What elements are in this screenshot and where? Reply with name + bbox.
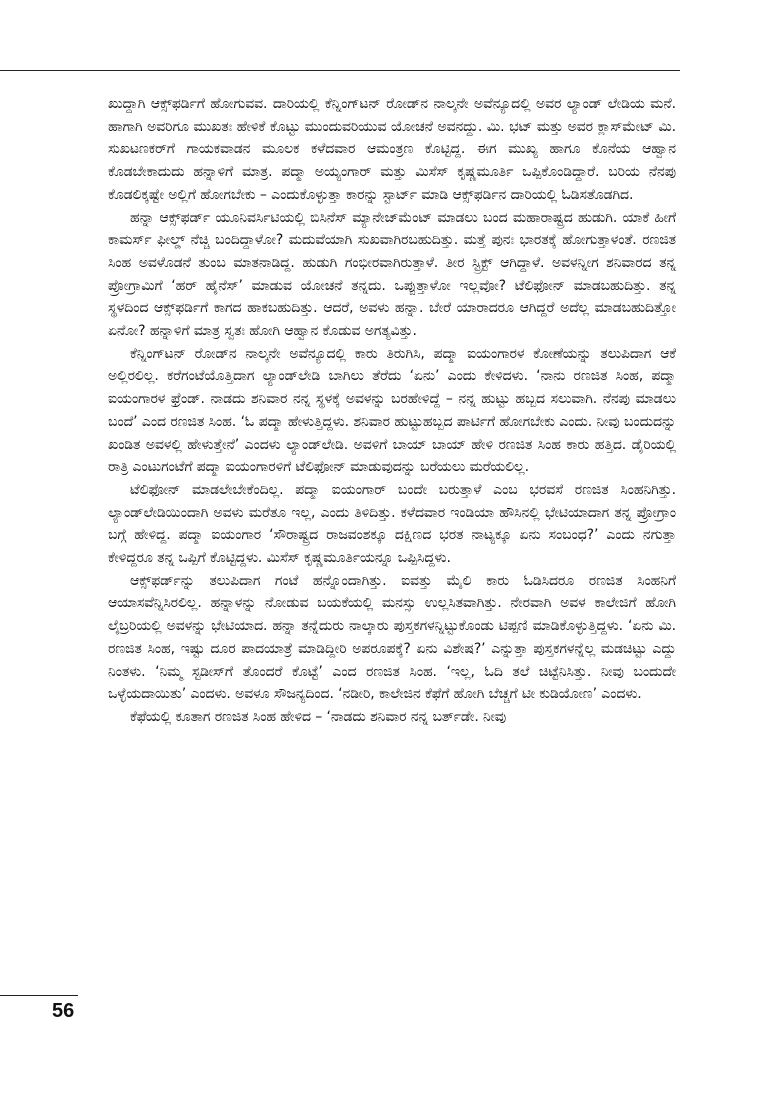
paragraph-2: ಹನ್ನಾ ಆಕ್ಸ್‌ಫರ್ಡ್ ಯೂನಿವರ್ಸಿಟಿಯಲ್ಲಿ ಬಿಸಿನೆಸ್ ಮ್ಯಾನೇಜ್‌ಮೆಂಟ್ ಮಾಡಲು ಬಂದ ಮಹಾರಾಷ್ಟ್ರದ ಹುಡುಗಿ. ಯಾಕೆ ಹೀಗೆ ಕಾಮರ್ಸ್ ಫೀಲ್ಡ್ ನೆಚ್ಚಿ ಬಂದಿದ್ದಾಳೋ? ಮದುವೆಯಾಗಿ ಸುಖವಾಗಿರಬಹುದಿತ್ತು. ಮತ್ತೆ ಪುನಃ ಭಾರತಕ್ಕೆ ಹೋಗುತ್ತಾಳಂತೆ. ರಣಜಿತ ಸಿಂಹ ಅವಳೊಡನೆ ತುಂಬ ಮಾತನಾಡಿದ್ದ. ಹುಡುಗಿ ಗಂಭೀರವಾಗಿರುತ್ತಾಳೆ. ತೀರ ಸ್ಟ್ರಿಕ್ಟ್ ಆಗಿದ್ದಾಳೆ. ಅವಳನ್ನೀಗ ಶನಿವಾರದ ತನ್ನ ಪ್ರೋಗ್ರಾಮಿಗೆ ‘ಹರ್ ಹೈನೆಸ್’ ಮಾಡುವ ಯೋಚನೆ ತನ್ನದು. ಒಪ್ಪುತ್ತಾಳೋ ಇಲ್ಲವೋ? ಟೆಲಿಫೋನ್ ಮಾಡಬಹುದಿತ್ತು. ತನ್ನ ಸ್ಥಳದಿಂದ ಆಕ್ಸ್‌ಫರ್ಡಿಗೆ ಕಾಗದ ಹಾಕಬಹುದಿತ್ತು. ಆದರೆ, ಅವಳು ಹನ್ನಾ. ಬೇರೆ ಯಾರಾದರೂ ಆಗಿದ್ದರೆ ಅದೆಲ್ಲ ಮಾಡಬಹುದಿತ್ತೋ ಏನೋ? ಹನ್ನಾಳಿಗೆ ಮಾತ್ರ ಸ್ವತಃ ಹೋಗಿ ಆಹ್ವಾನ ಕೊಡುವ ಅಗತ್ಯವಿತ್ತು. — [108, 209, 676, 340]
paragraph-5: ಆಕ್ಸ್‌ಫರ್ಡ್‌ನ್ನು ತಲುಪಿದಾಗ ಗಂಟೆ ಹನ್ನೊಂದಾಗಿತ್ತು. ಐವತ್ತು ಮೈಲಿ ಕಾರು ಓಡಿಸಿದರೂ ರಣಜಿತ ಸಿಂಹನಿಗೆ ಆಯಾಸವೆನ್ನಿಸಿರಲಿಲ್ಲ. ಹನ್ನಾಳನ್ನು ನೋಡುವ ಬಯಕೆಯಲ್ಲಿ ಮನಸ್ಸು ಉಲ್ಲಸಿತವಾಗಿತ್ತು. ನೇರವಾಗಿ ಅವಳ ಕಾಲೇಜಿಗೆ ಹೋಗಿ ಲೈಬ್ರರಿಯಲ್ಲಿ ಅವಳನ್ನು ಭೇಟಿಯಾದ. ಹನ್ನಾ ತನ್ನೆದುರು ನಾಲ್ಕಾರು ಪುಸ್ತಕಗಳನ್ನಿಟ್ಟುಕೊಂಡು ಟಿಪ್ಪಣಿ ಮಾಡಿಕೊಳ್ಳುತ್ತಿದ್ದಳು. ‘ಏನು ಮಿ. ರಣಜಿತ ಸಿಂಹ, ಇಷ್ಟು ದೂರ ಪಾದಯಾತ್ರೆ ಮಾಡಿದ್ದೀರಿ ಅಪರೂಪಕ್ಕೆ? ಏನು ವಿಶೇಷ?’ ಎನ್ನುತ್ತಾ ಪುಸ್ತಕಗಳನ್ನೆಲ್ಲ ಮಡಚಿಟ್ಟು ಎದ್ದು ನಿಂತಳು. ‘ನಿಮ್ಮ ಸ್ಟಡೀಸ್‌ಗೆ ತೊಂದರೆ ಕೊಟ್ಟೆ’ ಎಂದ ರಣಜಿತ ಸಿಂಹ. ‘ಇಲ್ಲ, ಓದಿ ತಲೆ ಚಿಟ್ಟೆನಿಸಿತ್ತು. ನೀವು ಬಂದುದೇ ಒಳ್ಳೆಯದಾಯಿತು’ ಎಂದಳು. ಅವಳೂ ಸೌಜನ್ಯದಿಂದ. ‘ನಡೀರಿ, ಕಾಲೇಜಿನ ಕೆಫೆಗೆ ಹೋಗಿ ಬೆಚ್ಚಗೆ ಟೀ ಕುಡಿಯೋಣ’ ಎಂದಳು. — [108, 572, 676, 703]
top-rule — [0, 70, 680, 71]
text-body — [108, 93, 676, 729]
paragraph-6: ಕೆಫೆಯಲ್ಲಿ ಕೂತಾಗ ರಣಜಿತ ಸಿಂಹ ಹೇಳಿದ – ‘ನಾಡದು ಶನಿವಾರ ನನ್ನ ಬರ್ತ್‌ಡೇ. ನೀವು — [130, 708, 507, 725]
paragraph-3: ಕೆನ್ನಿಂಗ್‌ಟನ್ ರೋಡ್‌ನ ನಾಲ್ಕನೇ ಅವೆನ್ಯೂದಲ್ಲಿ ಕಾರು ತಿರುಗಿಸಿ, ಪದ್ಮಾ ಐಯಂಗಾರಳ ಕೋಣೆಯನ್ನು ತಲುಪಿದಾಗ ಆಕೆ ಅಲ್ಲಿರಲಿಲ್ಲ. ಕರೆಗಂಟೆಯೊತ್ತಿದಾಗ ಲ್ಯಾಂಡ್‌ಲೇಡಿ ಬಾಗಿಲು ತೆರೆದು ‘ಏನು’ ಎಂದು ಕೇಳಿದಳು. ‘ನಾನು ರಣಜಿತ ಸಿಂಹ, ಪದ್ಮಾ ಐಯಂಗಾರಳ ಫ್ರೆಂಡ್. ನಾಡದು ಶನಿವಾರ ನನ್ನ ಸ್ಥಳಕ್ಕೆ ಅವಳನ್ನು ಬರಹೇಳಿದ್ದೆ – ನನ್ನ ಹುಟ್ಟು ಹಬ್ಬದ ಸಲುವಾಗಿ. ನೆನಪು ಮಾಡಲು ಬಂದೆ’ ಎಂದ ರಣಜಿತ ಸಿಂಹ. ‘ಓ ಪದ್ಮಾ ಹೇಳುತ್ತಿದ್ದಳು. ಶನಿವಾರ ಹುಟ್ಟುಹಬ್ಬದ ಪಾರ್ಟಿಗೆ ಹೋಗಬೇಕು ಎಂದು. ನೀವು ಬಂದುದನ್ನು ಖಂಡಿತ ಅವಳಲ್ಲಿ ಹೇಳುತ್ತೇನೆ’ ಎಂದಳು ಲ್ಯಾಂಡ್‌ಲೇಡಿ. ಅವಳಿಗೆ ಬಾಯ್ ಬಾಯ್ ಹೇಳಿ ರಣಜಿತ ಸಿಂಹ ಕಾರು ಹತ್ತಿದ. ಡೈರಿಯಲ್ಲಿ ರಾತ್ರಿ ಎಂಟುಗಂಟೆಗೆ ಪದ್ಮಾ ಐಯಂಗಾರಳಿಗೆ ಟೆಲಿಫೋನ್ ಮಾಡುವುದನ್ನು ಬರೆಯಲು ಮರೆಯಲಿಲ್ಲ. — [108, 345, 676, 476]
footer-rule — [0, 995, 78, 996]
page-number: 56 — [52, 1000, 75, 1022]
paragraph-1: ಖುದ್ದಾಗಿ ಆಕ್ಸ್‌ಫರ್ಡಿಗೆ ಹೋಗುವವ. ದಾರಿಯಲ್ಲಿ ಕೆನ್ನಿಂಗ್‌ಟನ್ ರೋಡ್‌ನ ನಾಲ್ಕನೇ ಅವೆನ್ಯೂದಲ್ಲಿ ಅವರ ಲ್ಯಾಂಡ್ ಲೇಡಿಯ ಮನೆ. ಹಾಗಾಗಿ ಅವರಿಗೂ ಮುಖತಃ ಹೇಳಿಕೆ ಕೊಟ್ಟು ಮುಂದುವರಿಯುವ ಯೋಚನೆ ಅವನದ್ದು. ಮಿ. ಭಟ್ ಮತ್ತು ಅವರ ಕ್ಲಾಸ್‌ಮೇಟ್ ಮಿ. ಸುಖಟಣಕರ್‌ಗೆ ಗಾಯಕವಾಡನ ಮೂಲಕ ಕಳೆದವಾರ ಆಮಂತ್ರಣ ಕೊಟ್ಟಿದ್ದ. ಈಗ ಮುಖ್ಯ ಹಾಗೂ ಕೊನೆಯ ಆಹ್ವಾನ ಕೊಡಬೇಕಾದುದು ಹನ್ನಾಳಿಗೆ ಮಾತ್ರ. ಪದ್ಮಾ ಅಯ್ಯಂಗಾರ್ ಮತ್ತು ಮಿಸೆಸ್ ಕೃಷ್ಣಮೂರ್ತಿ ಒಪ್ಪಿಕೊಂಡಿದ್ದಾರೆ. ಬರಿಯ ನೆನಪು ಕೊಡಲಿಕ್ಕಷ್ಟೇ ಅಲ್ಲಿಗೆ ಹೋಗಬೇಕು – ಎಂದುಕೊಳ್ಳುತ್ತಾ ಕಾರನ್ನು ಸ್ಟಾರ್ಟ್ ಮಾಡಿ ಆಕ್ಸ್‌ಫರ್ಡಿನ ದಾರಿಯಲ್ಲಿ ಓಡಿಸತೊಡಗಿದ. — [108, 96, 676, 203]
paragraph-4: ಟೆಲಿಫೋನ್ ಮಾಡಲೇಬೇಕೆಂದಿಲ್ಲ. ಪದ್ಮಾ ಐಯಂಗಾರ್ ಬಂದೇ ಬರುತ್ತಾಳೆ ಎಂಬ ಭರವಸೆ ರಣಜಿತ ಸಿಂಹನಿಗಿತ್ತು. ಲ್ಯಾಂಡ್‌ಲೇಡಿಯಿಂದಾಗಿ ಅವಳು ಮರೆತೂ ಇಲ್ಲ, ಎಂದು ತಿಳಿದಿತ್ತು. ಕಳೆದವಾರ ಇಂಡಿಯಾ ಹೌಸಿನಲ್ಲಿ ಭೇಟಿಯಾದಾಗ ತನ್ನ ಪ್ರೋಗ್ರಾಂ ಬಗ್ಗೆ ಹೇಳಿದ್ದ. ಪದ್ಮಾ ಐಯಂಗಾರ ‘ಸೌರಾಷ್ಟ್ರದ ರಾಜವಂಶಕ್ಕೂ ದಕ್ಷಿಣದ ಭರತ ನಾಟ್ಯಕ್ಕೂ ಏನು ಸಂಬಂಧ?’ ಎಂದು ನಗುತ್ತಾ ಕೇಳಿದ್ದರೂ ತನ್ನ ಒಪ್ಪಿಗೆ ಕೊಟ್ಟಿದ್ದಳು. ಮಿಸೆಸ್ ಕೃಷ್ಣಮೂರ್ತಿಯನ್ನೂ ಒಪ್ಪಿಸಿದ್ದಳು. — [108, 481, 676, 567]
